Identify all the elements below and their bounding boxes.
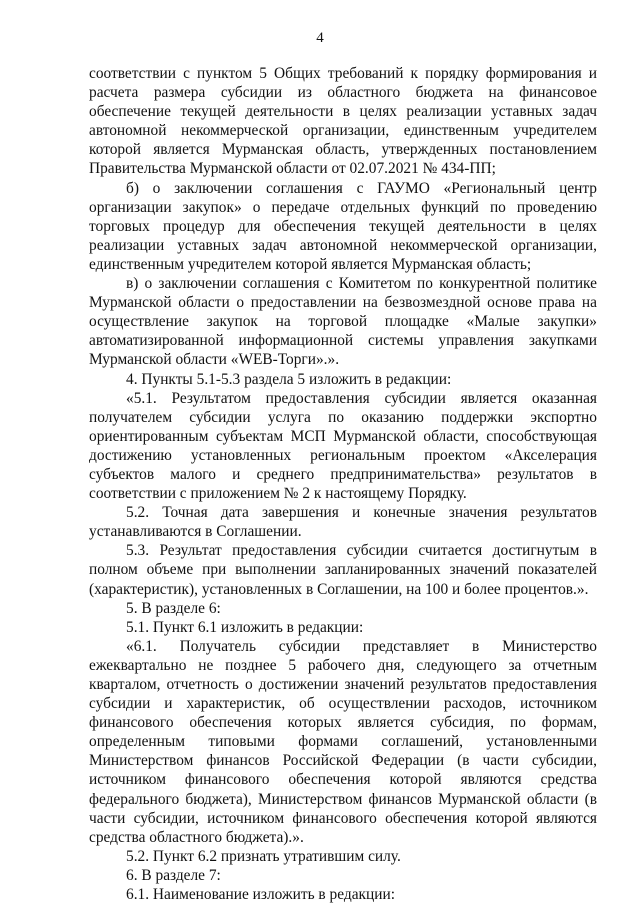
paragraph-clause-5-2: 5.2. Точная дата завершения и конечные значения результатов устанавливаются в Соглашении.: [89, 504, 597, 541]
document-body: [89, 64, 597, 904]
paragraph-item-b: б) о заключении соглашения с ГАУМО «Региональный центр организации закупок» о передаче отдельных функций по проведению торговых процедур для обеспечения текущей деятельности в целях реализации уставных задач автономной некоммерческой организации, единственным учредителем которой является Мурманская область;: [89, 179, 597, 273]
paragraph-subclause-5-2: 5.2. Пункт 6.2 признать утратившим силу.: [126, 847, 401, 865]
paragraph-clause-6-1: «6.1. Получатель субсидии представляет в Министерство ежеквартально не позднее 5 рабочего дня, следующего за отчетным кварталом, отчетность о достижении значений результатов предоставления субсидии и характеристик, об осуществлении расходов, источником финансового обеспечения которых является субсидия, по формам, определенным типовыми формами соглашений, установленными Министерством финансов Российской Федерации (в части субсидии, источником финансового обеспечения которой являются средства федерального бюджета), Министерством финансов Мурманской области (в части субсидии, источником финансового обеспечения которой являются средства областного бюджета).».: [89, 637, 597, 846]
paragraph-section-6: 5. В разделе 6:: [126, 599, 221, 617]
paragraph-continuation: соответствии с пунктом 5 Общих требований к порядку формирования и расчета размера субсидии из областного бюджета на финансовое обеспечение текущей деятельности в целях реализации уставных задач автономной некоммерческой организации, единственным учредителем которой является Мурманская область, утвержденных постановлением Правительства Мурманской области от 02.07.2021 № 434-ПП;: [89, 65, 597, 178]
paragraph-clause-5-1: «5.1. Результатом предоставления субсидии является оказанная получателем субсидии услуга по оказанию поддержки экспортно ориентированным субъектам МСП Мурманской области, способствующая достижению установленных региональным проектом «Акселерация субъектов малого и среднего предпринимательства» результатов в соответствии с приложением № 2 к настоящему Порядку.: [89, 389, 597, 503]
paragraph-clause-5-3: 5.3. Результат предоставления субсидии считается достигнутым в полном объеме при выполнении запланированных значений показателей (характеристик), установленных в Соглашении, на 100 и более процентов.».: [89, 542, 597, 598]
paragraph-item-v: в) о заключении соглашения с Комитетом по конкурентной политике Мурманской области о предоставлении на безвозмездной основе права на осуществление закупок на торговой площадке «Малые закупки» автоматизированной информационной системы управления закупками Мурманской области «WEB-Торги».».: [89, 275, 597, 369]
paragraph-clause-4: 4. Пункты 5.1-5.3 раздела 5 изложить в редакции:: [126, 370, 452, 388]
paragraph-section-7: 6. В разделе 7:: [126, 866, 221, 884]
paragraph-subclause-6-1: 6.1. Наименование изложить в редакции:: [126, 886, 395, 904]
paragraph-subclause-5-1: 5.1. Пункт 6.1 изложить в редакции:: [126, 618, 364, 636]
page-number: 4: [316, 30, 324, 46]
